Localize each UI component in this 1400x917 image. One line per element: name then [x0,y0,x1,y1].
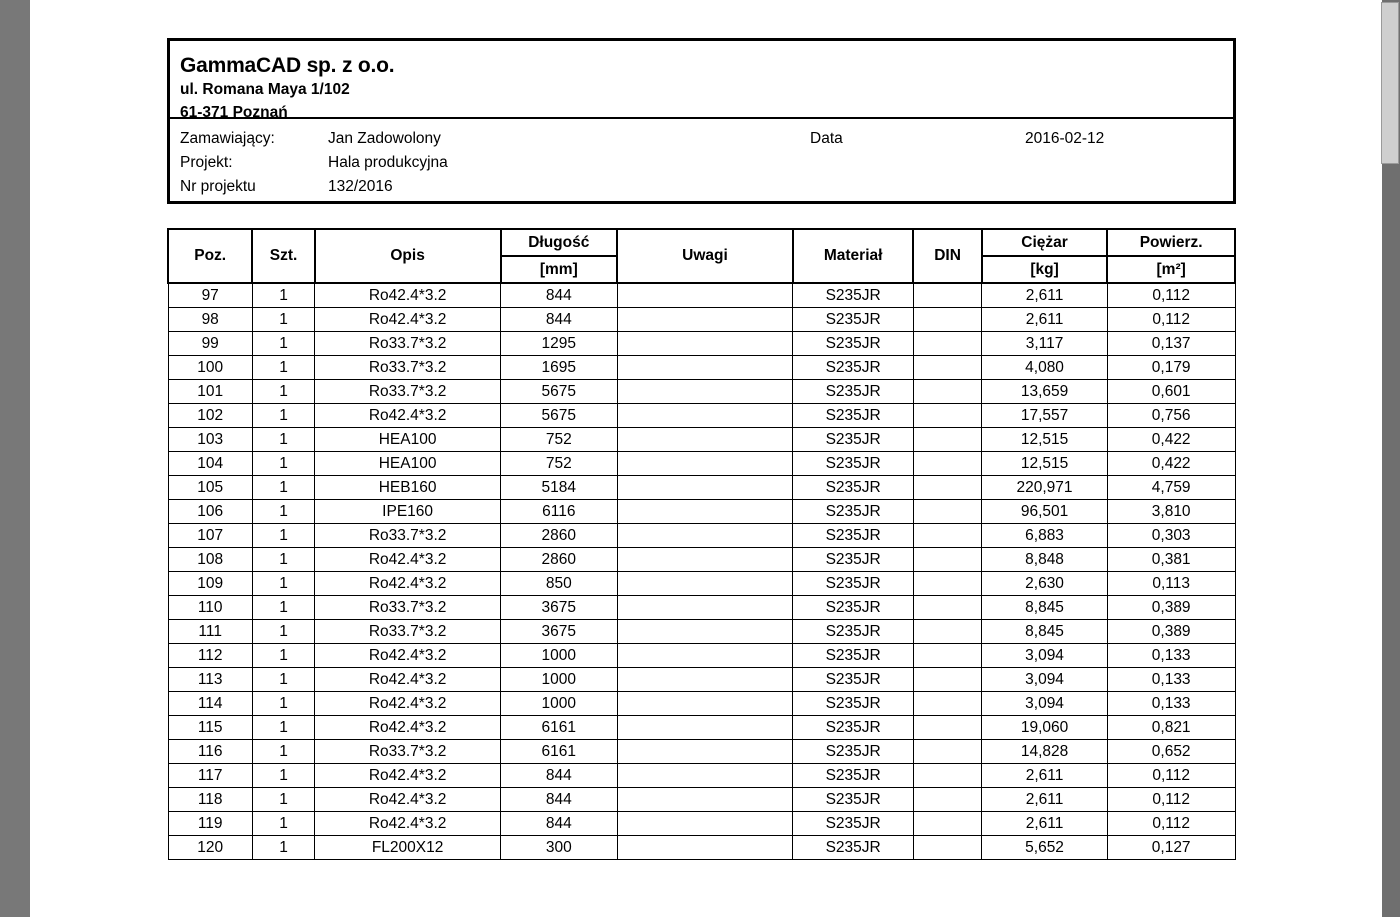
cell-dlugosc: 300 [501,836,618,860]
cell-opis: Ro33.7*3.2 [315,740,501,764]
cell-opis: Ro33.7*3.2 [315,620,501,644]
cell-dlugosc: 1000 [501,692,618,716]
cell-poz: 106 [168,500,252,524]
viewer-left-gutter [0,0,30,917]
cell-ciezar: 2,611 [982,283,1108,308]
table-row [168,740,1235,764]
cell-dlugosc: 3675 [501,620,618,644]
cell-ciezar: 14,828 [982,740,1108,764]
cell-ciezar: 2,611 [982,764,1108,788]
cell-ciezar: 5,652 [982,836,1108,860]
cell-szt: 1 [252,692,314,716]
cell-dlugosc: 5675 [501,380,618,404]
bom-table-body [168,283,1235,860]
cell-opis: Ro33.7*3.2 [315,332,501,356]
cell-ciezar: 12,515 [982,452,1108,476]
meta-row-project [180,151,1223,175]
cell-uwagi [617,812,793,836]
cell-powierz: 0,179 [1107,356,1235,380]
cell-dlugosc: 752 [501,452,618,476]
cell-opis: Ro42.4*3.2 [315,572,501,596]
cell-uwagi [617,428,793,452]
table-row [168,428,1235,452]
cell-ciezar: 3,094 [982,644,1108,668]
cell-material: S235JR [793,788,914,812]
cell-opis: Ro42.4*3.2 [315,308,501,332]
cell-powierz: 0,112 [1107,764,1235,788]
cell-opis: FL200X12 [315,836,501,860]
table-row [168,308,1235,332]
cell-din [913,476,981,500]
table-row [168,764,1235,788]
cell-dlugosc: 850 [501,572,618,596]
cell-din [913,788,981,812]
cell-material: S235JR [793,572,914,596]
cell-powierz: 0,422 [1107,428,1235,452]
header-ciezar-unit: [kg] [982,256,1108,283]
cell-dlugosc: 5675 [501,404,618,428]
cell-material: S235JR [793,476,914,500]
cell-opis: Ro42.4*3.2 [315,404,501,428]
cell-ciezar: 2,611 [982,812,1108,836]
bom-table-wrap [167,228,1242,860]
cell-din [913,644,981,668]
cell-dlugosc: 752 [501,428,618,452]
cell-material: S235JR [793,283,914,308]
cell-poz: 103 [168,428,252,452]
cell-opis: Ro42.4*3.2 [315,788,501,812]
cell-szt: 1 [252,716,314,740]
cell-dlugosc: 3675 [501,596,618,620]
cell-material: S235JR [793,452,914,476]
cell-poz: 101 [168,380,252,404]
cell-dlugosc: 1000 [501,668,618,692]
cell-szt: 1 [252,452,314,476]
cell-szt: 1 [252,620,314,644]
header-powierz: Powierz. [1107,229,1235,256]
cell-uwagi [617,668,793,692]
cell-powierz: 0,112 [1107,788,1235,812]
cell-uwagi [617,740,793,764]
cell-material: S235JR [793,500,914,524]
cell-poz: 118 [168,788,252,812]
cell-material: S235JR [793,836,914,860]
cell-poz: 104 [168,452,252,476]
cell-din [913,332,981,356]
cell-opis: Ro42.4*3.2 [315,644,501,668]
cell-din [913,836,981,860]
cell-dlugosc: 1295 [501,332,618,356]
cell-ciezar: 8,845 [982,620,1108,644]
cell-powierz: 0,133 [1107,692,1235,716]
table-row [168,404,1235,428]
cell-material: S235JR [793,692,914,716]
company-block [170,41,1233,119]
cell-poz: 105 [168,476,252,500]
cell-dlugosc: 6161 [501,740,618,764]
cell-szt: 1 [252,500,314,524]
document-sheet [167,38,1242,860]
cell-powierz: 3,810 [1107,500,1235,524]
cell-opis: Ro33.7*3.2 [315,524,501,548]
date-label: Data [810,130,843,147]
cell-uwagi [617,404,793,428]
cell-material: S235JR [793,404,914,428]
table-row [168,668,1235,692]
company-name: GammaCAD sp. z o.o. [180,54,395,77]
cell-material: S235JR [793,764,914,788]
cell-uwagi [617,332,793,356]
cell-material: S235JR [793,380,914,404]
project-label: Projekt: [180,154,233,171]
cell-material: S235JR [793,740,914,764]
header-poz: Poz. [168,229,252,283]
cell-uwagi [617,836,793,860]
project-number-value: 132/2016 [328,178,393,195]
cell-dlugosc: 844 [501,308,618,332]
cell-opis: HEA100 [315,428,501,452]
header-din: DIN [913,229,981,283]
cell-powierz: 0,112 [1107,308,1235,332]
cell-dlugosc: 6161 [501,716,618,740]
cell-opis: Ro42.4*3.2 [315,716,501,740]
cell-din [913,428,981,452]
cell-din [913,740,981,764]
cell-opis: IPE160 [315,500,501,524]
cell-ciezar: 220,971 [982,476,1108,500]
cell-powierz: 0,112 [1107,283,1235,308]
table-row [168,500,1235,524]
cell-din [913,380,981,404]
table-row [168,644,1235,668]
header-ciezar: Ciężar [982,229,1108,256]
cell-opis: Ro33.7*3.2 [315,596,501,620]
cell-poz: 100 [168,356,252,380]
cell-material: S235JR [793,524,914,548]
cell-opis: HEA100 [315,452,501,476]
cell-opis: Ro42.4*3.2 [315,692,501,716]
cell-szt: 1 [252,283,314,308]
viewer-right-gutter [1382,0,1400,917]
project-number-label: Nr projektu [180,178,256,195]
header-material: Materiał [793,229,914,283]
cell-ciezar: 3,094 [982,692,1108,716]
cell-dlugosc: 1000 [501,644,618,668]
cell-poz: 114 [168,692,252,716]
cell-ciezar: 6,883 [982,524,1108,548]
cell-din [913,524,981,548]
bom-table-head [168,229,1235,283]
document-page [30,0,1382,917]
header-uwagi: Uwagi [617,229,793,283]
cell-din [913,572,981,596]
cell-uwagi [617,308,793,332]
cell-szt: 1 [252,836,314,860]
cell-poz: 110 [168,596,252,620]
cell-poz: 111 [168,620,252,644]
cell-powierz: 0,652 [1107,740,1235,764]
cell-poz: 120 [168,836,252,860]
cell-material: S235JR [793,308,914,332]
cell-powierz: 0,381 [1107,548,1235,572]
cell-material: S235JR [793,356,914,380]
cell-ciezar: 8,845 [982,596,1108,620]
cell-szt: 1 [252,332,314,356]
cell-poz: 107 [168,524,252,548]
cell-szt: 1 [252,308,314,332]
cell-din [913,283,981,308]
cell-poz: 117 [168,764,252,788]
cell-din [913,812,981,836]
project-value: Hala produkcyjna [328,154,448,171]
cell-szt: 1 [252,380,314,404]
cell-uwagi [617,356,793,380]
cell-powierz: 0,133 [1107,644,1235,668]
cell-opis: Ro42.4*3.2 [315,668,501,692]
cell-poz: 99 [168,332,252,356]
cell-powierz: 0,756 [1107,404,1235,428]
cell-powierz: 0,821 [1107,716,1235,740]
table-row [168,620,1235,644]
cell-powierz: 0,389 [1107,596,1235,620]
vertical-scrollbar[interactable] [1382,0,1400,917]
cell-szt: 1 [252,356,314,380]
cell-material: S235JR [793,620,914,644]
cell-ciezar: 3,117 [982,332,1108,356]
cell-material: S235JR [793,716,914,740]
cell-material: S235JR [793,428,914,452]
date-value: 2016-02-12 [1025,130,1105,147]
cell-powierz: 4,759 [1107,476,1235,500]
table-row [168,452,1235,476]
cell-powierz: 0,112 [1107,812,1235,836]
table-row [168,548,1235,572]
cell-powierz: 0,601 [1107,380,1235,404]
cell-szt: 1 [252,764,314,788]
cell-opis: HEB160 [315,476,501,500]
cell-din [913,308,981,332]
cell-din [913,404,981,428]
cell-uwagi [617,596,793,620]
cell-szt: 1 [252,644,314,668]
cell-szt: 1 [252,572,314,596]
cell-dlugosc: 6116 [501,500,618,524]
cell-uwagi [617,476,793,500]
cell-uwagi [617,452,793,476]
cell-poz: 102 [168,404,252,428]
cell-uwagi [617,692,793,716]
cell-powierz: 0,303 [1107,524,1235,548]
cell-din [913,548,981,572]
company-street: ul. Romana Maya 1/102 [180,81,350,98]
cell-powierz: 0,127 [1107,836,1235,860]
cell-dlugosc: 2860 [501,524,618,548]
cell-poz: 108 [168,548,252,572]
cell-szt: 1 [252,668,314,692]
cell-opis: Ro33.7*3.2 [315,380,501,404]
cell-uwagi [617,764,793,788]
cell-poz: 116 [168,740,252,764]
cell-din [913,356,981,380]
bom-table [167,228,1236,860]
client-label: Zamawiający: [180,130,275,147]
cell-ciezar: 12,515 [982,428,1108,452]
project-meta-block [170,119,1233,201]
cell-din [913,452,981,476]
cell-dlugosc: 844 [501,764,618,788]
table-row [168,572,1235,596]
cell-material: S235JR [793,596,914,620]
cell-poz: 109 [168,572,252,596]
cell-din [913,500,981,524]
table-row [168,692,1235,716]
cell-din [913,620,981,644]
cell-material: S235JR [793,668,914,692]
cell-opis: Ro42.4*3.2 [315,812,501,836]
cell-szt: 1 [252,404,314,428]
table-row [168,476,1235,500]
header-dlugosc: Długość [501,229,618,256]
cell-dlugosc: 2860 [501,548,618,572]
cell-uwagi [617,620,793,644]
cell-uwagi [617,716,793,740]
cell-powierz: 0,137 [1107,332,1235,356]
cell-ciezar: 17,557 [982,404,1108,428]
cell-din [913,716,981,740]
cell-uwagi [617,572,793,596]
cell-uwagi [617,380,793,404]
cell-uwagi [617,500,793,524]
cell-uwagi [617,644,793,668]
table-row [168,380,1235,404]
table-row [168,788,1235,812]
table-row [168,596,1235,620]
table-row [168,283,1235,308]
header-dlugosc-unit: [mm] [501,256,618,283]
cell-material: S235JR [793,812,914,836]
cell-opis: Ro33.7*3.2 [315,356,501,380]
cell-poz: 115 [168,716,252,740]
meta-row-project-number [180,175,1223,199]
cell-szt: 1 [252,524,314,548]
vertical-scrollbar-thumb[interactable] [1381,2,1399,164]
table-row [168,836,1235,860]
client-value: Jan Zadowolony [328,130,441,147]
cell-ciezar: 19,060 [982,716,1108,740]
cell-material: S235JR [793,644,914,668]
cell-dlugosc: 844 [501,812,618,836]
cell-din [913,764,981,788]
cell-dlugosc: 5184 [501,476,618,500]
cell-uwagi [617,548,793,572]
cell-din [913,692,981,716]
cell-opis: Ro42.4*3.2 [315,764,501,788]
cell-din [913,668,981,692]
cell-ciezar: 3,094 [982,668,1108,692]
cell-uwagi [617,283,793,308]
cell-powierz: 0,133 [1107,668,1235,692]
cell-ciezar: 8,848 [982,548,1108,572]
cell-szt: 1 [252,788,314,812]
cell-dlugosc: 844 [501,283,618,308]
header-opis: Opis [315,229,501,283]
cell-szt: 1 [252,476,314,500]
cell-poz: 119 [168,812,252,836]
cell-szt: 1 [252,740,314,764]
cell-din [913,596,981,620]
header-powierz-unit: [m²] [1107,256,1235,283]
cell-szt: 1 [252,812,314,836]
cell-poz: 97 [168,283,252,308]
cell-szt: 1 [252,596,314,620]
cell-opis: Ro42.4*3.2 [315,548,501,572]
cell-powierz: 0,422 [1107,452,1235,476]
cell-uwagi [617,524,793,548]
cell-powierz: 0,113 [1107,572,1235,596]
cell-ciezar: 2,611 [982,308,1108,332]
cell-dlugosc: 844 [501,788,618,812]
cell-dlugosc: 1695 [501,356,618,380]
cell-ciezar: 96,501 [982,500,1108,524]
cell-uwagi [617,788,793,812]
cell-poz: 113 [168,668,252,692]
cell-poz: 98 [168,308,252,332]
document-header-box [167,38,1236,204]
cell-szt: 1 [252,428,314,452]
header-szt: Szt. [252,229,314,283]
cell-material: S235JR [793,332,914,356]
cell-powierz: 0,389 [1107,620,1235,644]
cell-ciezar: 13,659 [982,380,1108,404]
table-row [168,332,1235,356]
cell-poz: 112 [168,644,252,668]
cell-ciezar: 4,080 [982,356,1108,380]
bom-header-row-top [168,229,1235,256]
cell-ciezar: 2,630 [982,572,1108,596]
table-row [168,716,1235,740]
company-city: 61-371 Poznań [180,104,288,121]
cell-szt: 1 [252,548,314,572]
cell-ciezar: 2,611 [982,788,1108,812]
cell-opis: Ro42.4*3.2 [315,283,501,308]
table-row [168,524,1235,548]
table-row [168,812,1235,836]
cell-material: S235JR [793,548,914,572]
table-row [168,356,1235,380]
